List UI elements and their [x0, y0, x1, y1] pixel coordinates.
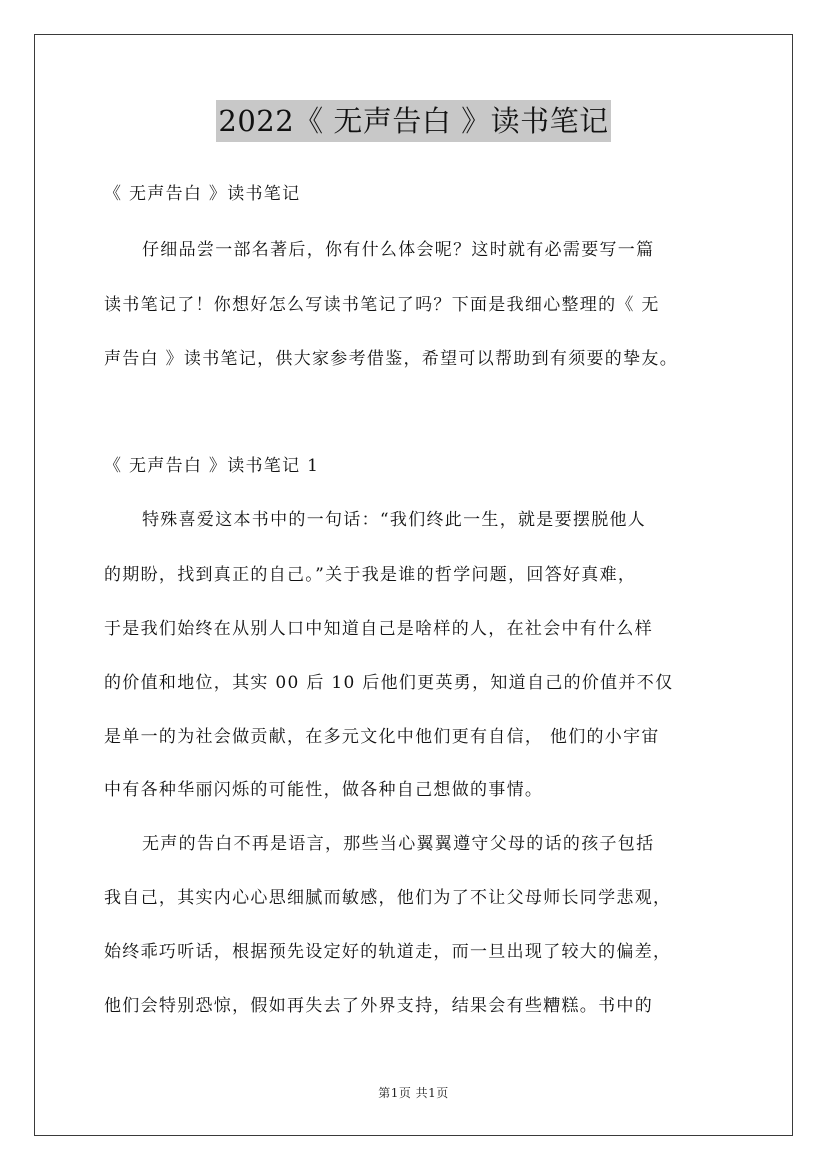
paragraph2-line-4: 他们会特别恐惊，假如再失去了外界支持，结果会有些糟糕。书中的 [104, 996, 653, 1016]
paragraph1-line-1: 特殊喜爱这本书中的一句话：“我们终此一生，就是要摆脱他人 [142, 510, 647, 530]
intro-line-1: 仔细品尝一部名著后，你有什么体会呢？这时就有必需要写一篇 [142, 240, 655, 260]
intro-line-2: 读书笔记了！你想好怎么写读书笔记了吗？下面是我细心整理的《 无 [104, 295, 660, 315]
paragraph2-line-1: 无声的告白不再是语言，那些当心翼翼遵守父母的话的孩子包括 [142, 834, 655, 854]
paragraph1-line-4: 的价值和地位，其实 00 后 10 后他们更英勇，知道自己的价值并不仅 [104, 673, 674, 693]
paragraph1-line-6: 中有各种华丽闪烁的可能性，做各种自己想做的事情。 [104, 780, 544, 800]
paragraph2-line-2: 我自己，其实内心心思细腻而敏感，他们为了不让父母师长同学悲观， [104, 888, 672, 908]
document-title: 2022《 无声告白 》读书笔记 [216, 100, 610, 142]
paragraph1-line-5: 是单一的为社会做贡献，在多元文化中他们更有自信， 他们的小宇宙 [104, 727, 660, 747]
paragraph1-line-3: 于是我们始终在从别人口中知道自己是啥样的人，在社会中有什么样 [104, 619, 653, 639]
intro-line-3: 声告白 》读书笔记，供大家参考借鉴，希望可以帮助到有须要的挚友。 [104, 349, 679, 369]
paragraph1-line-2: 的期盼，找到真正的自己。”关于我是谁的哲学问题，回答好真难， [104, 565, 637, 585]
title-container [0, 100, 827, 142]
section-heading: 《 无声告白 》读书笔记 1 [104, 456, 320, 476]
paragraph2-line-3: 始终乖巧听话，根据预先设定好的轨道走，而一旦出现了较大的偏差， [104, 942, 672, 962]
page-footer: 第1页 共1页 [378, 1086, 449, 1100]
document-subtitle: 《 无声告白 》读书笔记 [104, 184, 301, 204]
